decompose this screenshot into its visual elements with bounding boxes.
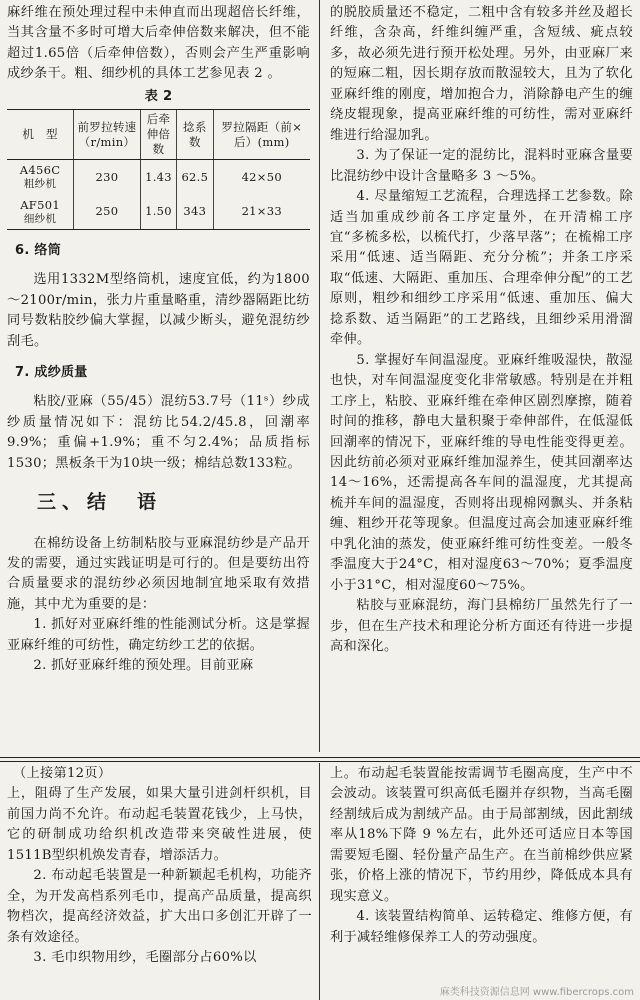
paragraph: 麻纤维在预处理过程中未伸直而出现超倍长纤维，当其含量不多时可增大后牵伸倍数来解决，但不能超过1.65倍（后牵伸倍数），否则会产生严重影响成纱条干。粗、细纱机的具体工艺参见表 2 。 xyxy=(7,5,310,82)
machine-type: 粗纱机 xyxy=(23,178,57,191)
table-row xyxy=(7,195,310,230)
table-caption: 表 2 xyxy=(144,88,173,104)
subsection-heading-yarn-quality: 7. 成纱质量 xyxy=(15,365,88,381)
speed-cell: 250 xyxy=(74,195,141,230)
bottom-right-column xyxy=(330,764,633,948)
section-divider xyxy=(0,757,640,758)
site-watermark: 麻类科技资源信息网 www.fibercrops.com xyxy=(439,987,634,998)
column-divider xyxy=(319,763,320,1000)
table-row xyxy=(7,160,310,195)
process-parameter-table xyxy=(7,109,310,230)
paragraph: 在棉纺设备上纺制粘胶与亚麻混纺纱是产品开发的需要，通过实践证明是可行的。但是要纺出符合质量要求的混纺纱必须因地制宜地采取有效措施，其中尤为重要的是： xyxy=(7,535,310,612)
paragraph: 粘胶与亚麻混纺，海门县棉纺厂虽然先行了一步，但在生产技术和理论分析方面还有待进一步提高和深化。 xyxy=(330,598,633,655)
machine-type: 细纱机 xyxy=(23,212,57,225)
section-divider xyxy=(0,761,640,762)
paragraph: 2. 抓好亚麻纤维的预处理。目前亚麻 xyxy=(33,658,254,674)
table-header: 机 型 xyxy=(7,110,74,160)
continued-from-label: （上接第12页） xyxy=(13,766,112,781)
table-header: 前罗拉转速（r/min） xyxy=(74,110,141,160)
paragraph: 上，阻碍了生产发展，如果大量引进剑杆织机，目前国力尚不允许。布动起毛装置花钱少，上马快，它的研制成功给织机改造带来突破性进展，使1511B型织机焕发青春，增添活力。 xyxy=(7,786,312,863)
table-header: 捻系数 xyxy=(177,110,213,160)
column-divider xyxy=(319,0,320,752)
paragraph: 3. 毛巾织物用纱，毛圈部分占60%以 xyxy=(33,950,257,966)
machine-cell xyxy=(7,195,74,230)
subsection-heading-winding: 6. 络筒 xyxy=(15,243,62,259)
machine-model: A456C xyxy=(19,163,61,178)
bottom-left-column xyxy=(7,764,312,969)
right-column xyxy=(330,3,633,658)
paragraph: 2. 布动起毛装置是一种新颖起毛机构，功能齐全，为开发高档系列毛巾，提高产品质量，提高织物档次，提高经济效益，扩大出口多创汇开辟了一条有效途径。 xyxy=(7,868,312,945)
paragraph: 的脱胶质量还不稳定，二粗中含有较多并丝及超长纤维，含杂高，纤维纠缠严重，含短绒、疵点较多，故必须先进行预开松处理。另外，由亚麻厂来的短麻二粗，因长期存放而散湿较大，且为了软化亚麻纤维的刚度，增加抱合力，消除静电产生的缠绕皮辊现象，提高亚麻纤维的可纺性，需对亚麻纤维进行给湿加乳。 xyxy=(330,5,633,143)
paragraph: 上。布动起毛装置能按需调节毛圈高度，生产中不会波动。该装置可织高低毛圈并存织物，当高毛圈经割绒后成为割绒产品。由于局部割绒，因此割绒率从18%下降 9 %左右，此外还可适应日本等国需要短毛圈、轻份量产品生产。在当前棉纱供应紧张，价格上涨的情况下，节约用纱，降低成本具有现实意义。 xyxy=(330,766,633,904)
paragraph: 4. 该装置结构简单、运转稳定、维修方便，有利于减轻维修保养工人的劳动强度。 xyxy=(330,909,633,945)
paragraph: 5. 掌握好车间温湿度。亚麻纤维吸湿快，散湿也快，对车间温湿度变化非常敏感。特别是在并粗工序上，粘胶、亚麻纤维在牵伸区剧烈摩擦，随着时间的推移，静电大量积聚于牵伸部件，在低湿低回潮率的情况下，亚麻纤维的导电性能变得更差。因此纺前必须对亚麻纤维加湿养生，使其回潮率达14～16%，还需提高各车间的温湿度，尤其提高梳并车间的温湿度，否则将出现棉网飘头、并条粘缠、粗纱开花等现象。但温度过高会加速亚麻纤维中乳化油的蒸发，使亚麻纤维可纺性变差。一般冬季温度大于24°C，相对湿度63～70%；夏季温度小于31°C，相对湿度60～75%。 xyxy=(330,352,633,593)
twist-cell: 62.5 xyxy=(177,160,213,195)
machine-model: AF501 xyxy=(20,197,60,212)
twist-cell: 343 xyxy=(177,195,213,230)
paragraph: 粘胶/亚麻（55/45）混纺53.7号（11ˢ）纱成纱质量情况如下：混纺比54.2/45.8，回潮率9.9%；重偏+1.9%；重不匀2.4%；品质指标1530；黑板条干为10块一级；棉结总数133粒。 xyxy=(7,394,310,471)
gauge-cell: 42×50 xyxy=(213,160,310,195)
draft-cell: 1.50 xyxy=(140,195,176,230)
paragraph: 3. 为了保证一定的混纺比，混料时亚麻含量要比混纺纱中设计含量略多 3 ～5%。 xyxy=(330,148,633,184)
draft-cell: 1.43 xyxy=(140,160,176,195)
machine-cell xyxy=(7,160,74,195)
paragraph: 4. 尽量缩短工艺流程，合理选择工艺参数。除适当加重成纱前各工序定量外，在开清棉工序宜“多梳多松，以梳代打，少落早落”；在梳棉工序采用“低速、适当隔距、充分分梳”；并条工序采取“低速、大隔距、重加压、合理牵伸分配”的工艺原则，粗纱和细纱工序采用“低速、重加压、偏大捻系数、适当隔距”的工艺路线，且细纱采用滑溜牵伸。 xyxy=(330,189,633,348)
table-header: 罗拉隔距（前×后）(mm) xyxy=(213,110,310,160)
paragraph: 选用1332M型络筒机，速度宜低，约为1800～2100r/min，张力片重量略重，清纱器隔距比纺同号数粘胶纱偏大掌握，以减少断头，避免混纺纱刮毛。 xyxy=(7,272,310,349)
table-header: 后牵伸倍数 xyxy=(140,110,176,160)
gauge-cell: 21×33 xyxy=(213,195,310,230)
speed-cell: 230 xyxy=(74,160,141,195)
left-column xyxy=(7,3,310,677)
paragraph: 1. 抓好对亚麻纤维的性能测试分析。这是掌握亚麻纤维的可纺性，确定纺纱工艺的依据。 xyxy=(7,617,310,653)
section-heading-conclusion: 三、结 语 xyxy=(37,491,163,514)
